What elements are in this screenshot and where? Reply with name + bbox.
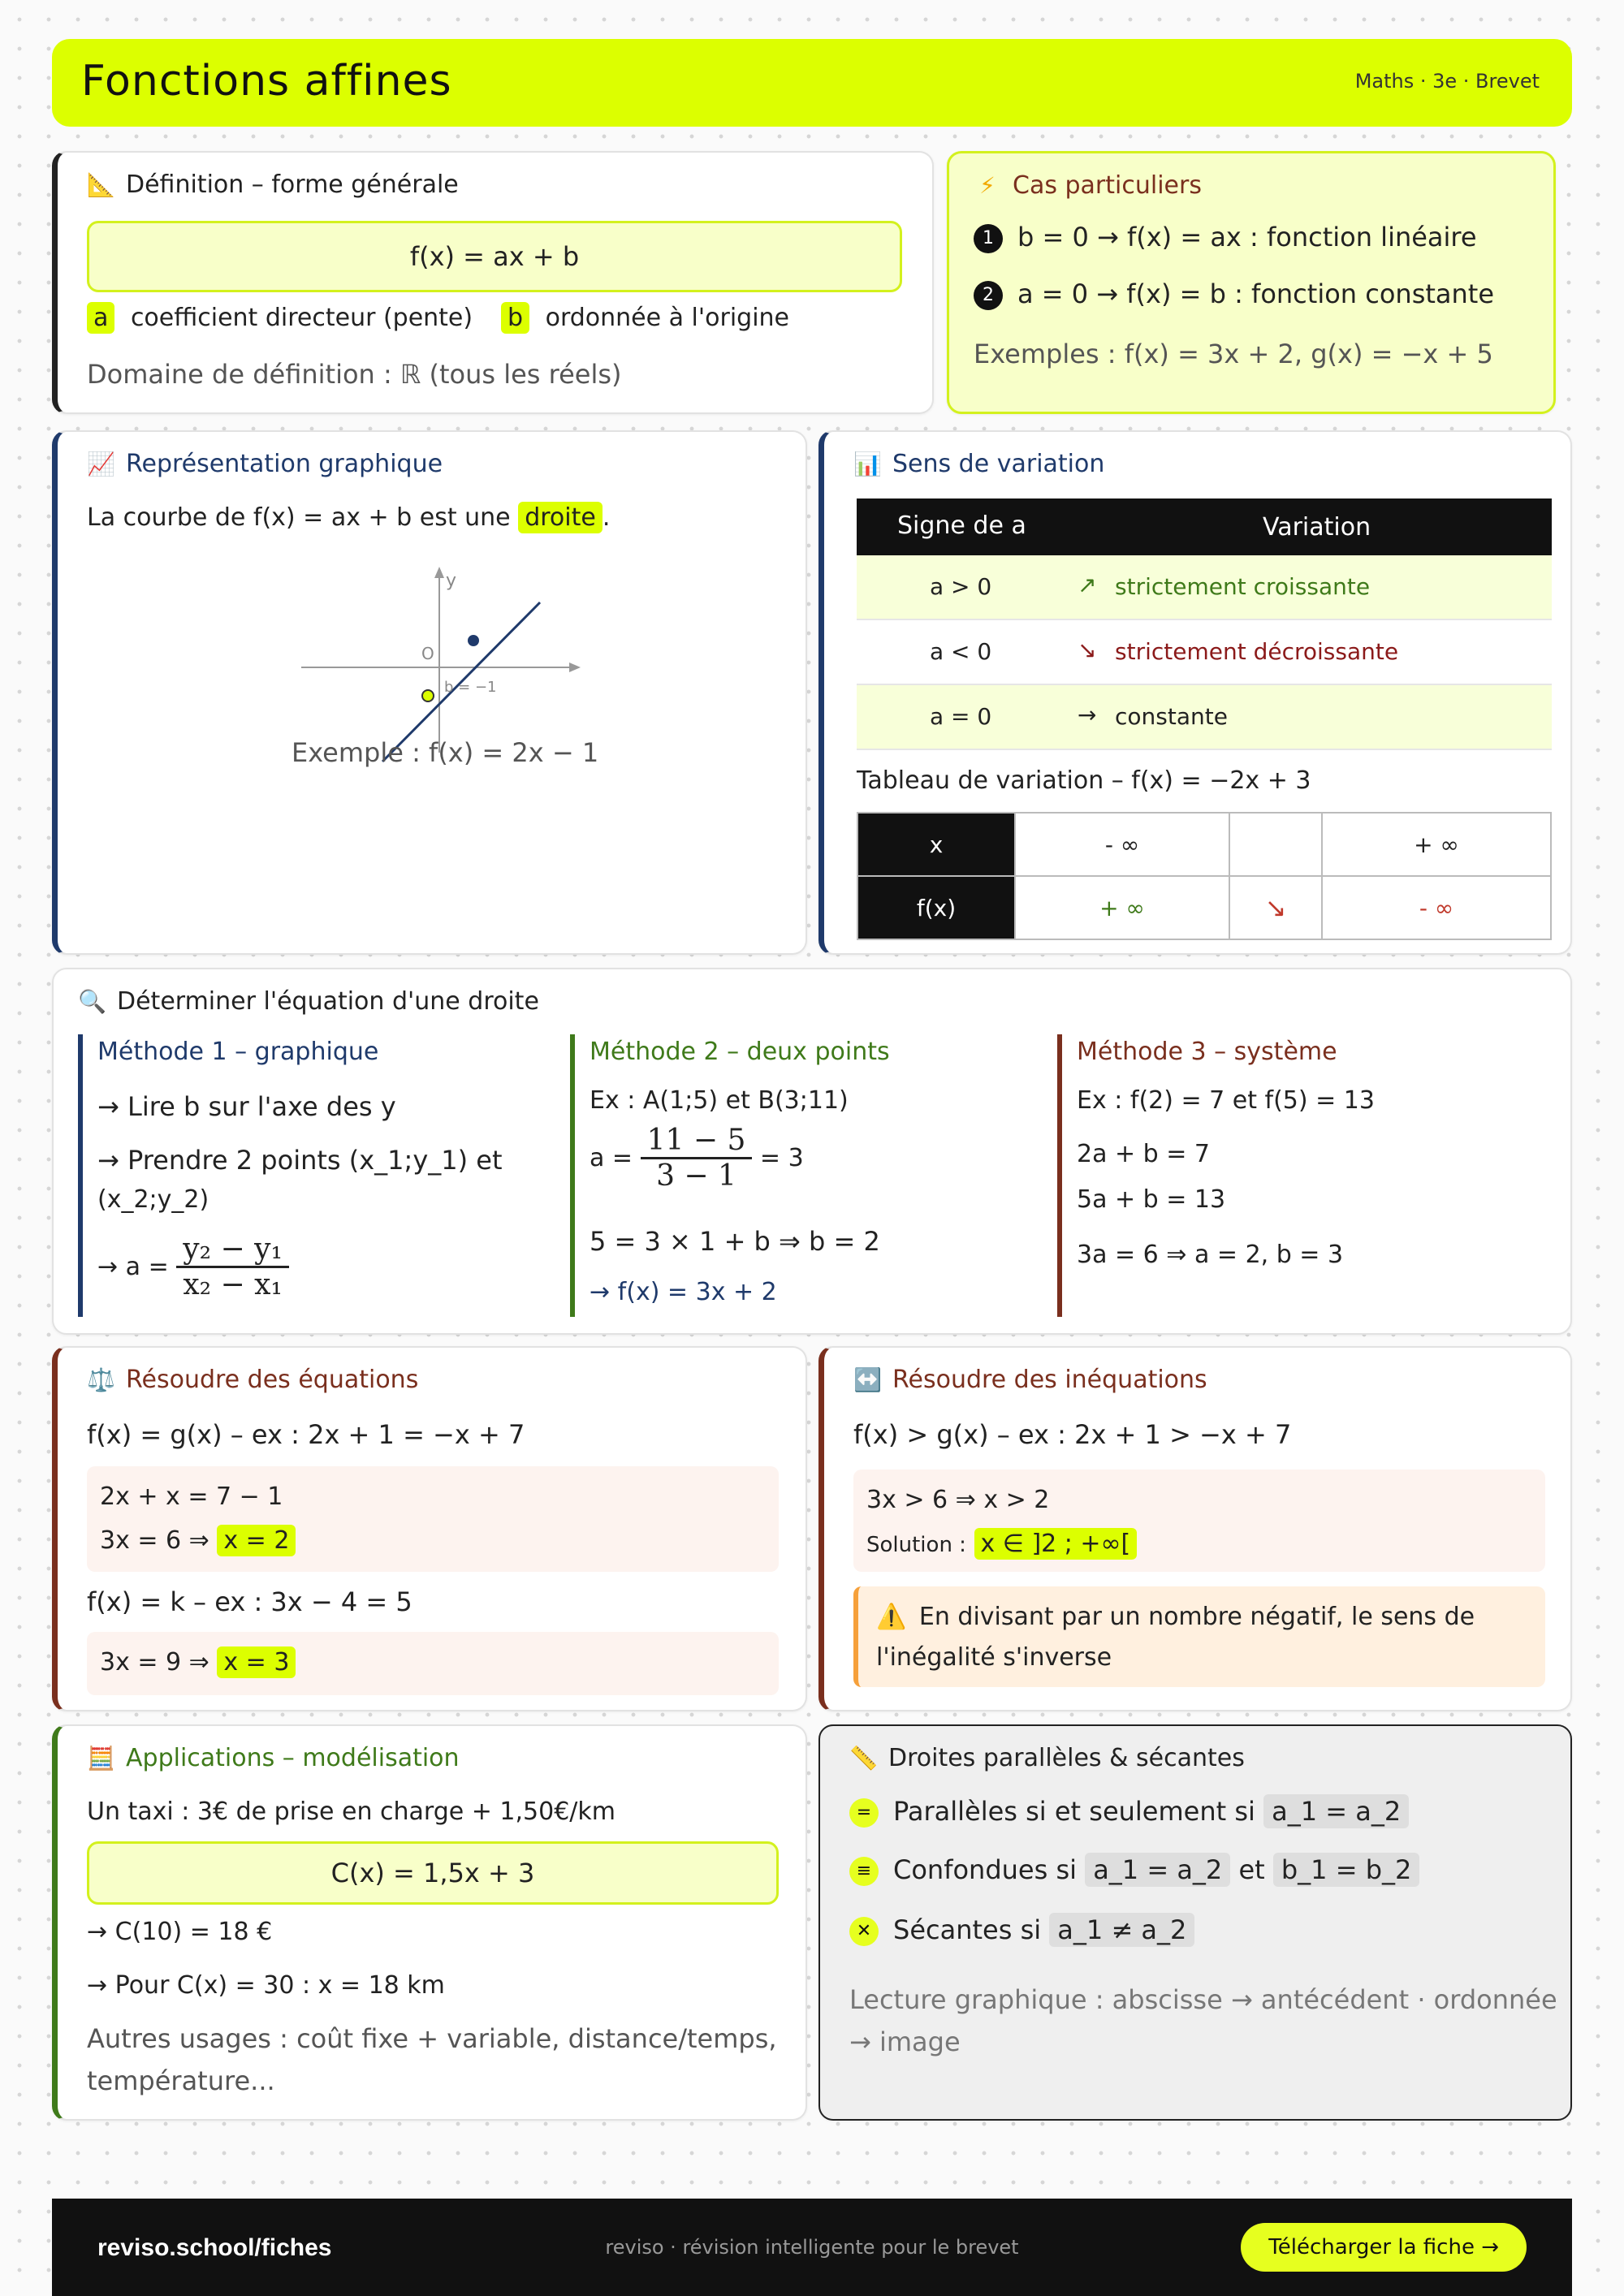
inequation-solution: x ∈ ]2 ; +∞[: [974, 1528, 1138, 1560]
a-label: a: [87, 302, 114, 334]
method-1: Méthode 1 – graphique → Lire b sur l'axe des y → Prendre 2 points (x_1;y_1) et (x_2;y_2) → a = $\frac{\text{y₂ − y₁}}{\text{x₂ − x₁}}$: [78, 1034, 533, 1317]
variation-summary-table: [857, 812, 1552, 940]
inequation-warning: ⚠️ En divisant par un nombre négatif, le sens de l'inégalité s'inverse: [853, 1586, 1545, 1687]
tv-minus-inf: - ∞: [1015, 813, 1229, 876]
special-item-constant: a = 0 → f(x) = b : fonction constante: [1017, 278, 1495, 309]
method-3-title: Méthode 3 – système: [1077, 1038, 1337, 1066]
variation-table: [857, 498, 1552, 750]
variation-table-header: Signe de a Variation: [857, 498, 1552, 555]
solution-x-3: x = 3: [217, 1646, 296, 1678]
lines-title: Droites parallèles & sécantes: [888, 1744, 1245, 1772]
abacus-icon: 🧮: [87, 1745, 115, 1772]
variation-arrow: ↘: [1078, 637, 1097, 663]
download-button[interactable]: Télécharger la fiche →: [1241, 2223, 1527, 2272]
applications-card: 🧮 Applications – modélisation Un taxi : 3€ de prise en charge + 1,50€/km C(x) = 1,5x + 3 → C(10) = 18 € → Pour C(x) = 30 : x = 18 km Autres usages : coût fixe + variable, distance/temps, température...: [52, 1724, 807, 2121]
variation-card: [818, 430, 1572, 955]
method-1-title: Méthode 1 – graphique: [97, 1038, 379, 1066]
page-header: [52, 39, 1572, 127]
variation-arrow: →: [1078, 701, 1097, 728]
method-2-title: Méthode 2 – deux points: [590, 1038, 890, 1066]
tv-f-start: + ∞: [1015, 876, 1229, 939]
origin-label: O: [421, 644, 434, 663]
b-description: ordonnée à l'origine: [545, 304, 790, 332]
special-title: Cas particuliers: [1013, 171, 1202, 200]
taxi-formula: C(x) = 1,5x + 3: [87, 1841, 779, 1905]
variation-rows: [857, 555, 1552, 750]
y-axis-arrow: [434, 567, 444, 578]
variation-arrow: ↗: [1078, 572, 1097, 598]
footer-brand-link[interactable]: reviso.school/fiches: [97, 2234, 332, 2261]
graph-card: 📈 Représentation graphique La courbe de f(x) = ax + b est une droite . y O b = −1 Exemple : f(x) = 2x − 1: [52, 430, 807, 955]
x-axis-arrow: [569, 662, 581, 672]
graph-intro-highlight: droite: [518, 502, 603, 533]
bar-chart-icon: 📊: [853, 451, 882, 477]
page-footer: [52, 2199, 1572, 2296]
tv-x-header: x: [857, 813, 1015, 876]
method-2: Méthode 2 – deux points Ex : A(1;5) et B(3;11) a = $\frac{11 - 5}{3 - 1}$ = 3 5 = 3 × 1 + b ⇒ b = 2 → f(x) = 3x + 2: [570, 1034, 1025, 1317]
special-examples: Exemples : f(x) = 3x + 2, g(x) = −x + 5: [974, 339, 1493, 369]
variation-table-title: Tableau de variation – f(x) = −2x + 3: [857, 766, 1311, 795]
parallel-condition: a_1 = a_2: [1263, 1794, 1409, 1828]
tv-decreasing-arrow: ↘: [1229, 876, 1322, 939]
intercept-label: b = −1: [444, 679, 497, 696]
tv-f-end: - ∞: [1322, 876, 1551, 939]
y-axis-label: y: [446, 571, 457, 591]
variation-title: Sens de variation: [892, 450, 1105, 478]
variation-row: [857, 555, 1552, 620]
graph-intro: La courbe de f(x) = ax + b est une: [87, 503, 511, 532]
inequations-title: Résoudre des inéquations: [892, 1366, 1207, 1394]
applications-title: Applications – modélisation: [126, 1744, 460, 1772]
equations-title: Résoudre des équations: [126, 1366, 419, 1394]
ruler-icon: 📏: [849, 1745, 878, 1772]
graph-example: Exemple : f(x) = 2x − 1: [292, 737, 599, 768]
number-badge-2: 2: [974, 281, 1003, 310]
special-cases-card: [947, 151, 1556, 414]
coincident-badge: ≡: [849, 1857, 879, 1886]
line-equation-title: Déterminer l'équation d'une droite: [117, 987, 539, 1016]
graph-illustration: [285, 554, 626, 765]
page-meta: Maths · 3e · Brevet: [1354, 70, 1540, 93]
tv-fx-header: f(x): [857, 876, 1015, 939]
line-equation-card: [52, 968, 1572, 1335]
page-title: Fonctions affines: [81, 57, 452, 106]
definition-title: Définition – forme générale: [126, 170, 459, 199]
slope-fraction: $\frac{\text{y₂ − y₁}}{\text{x₂ − x₁}}$: [176, 1232, 289, 1301]
coincident-condition-b: b_1 = b_2: [1273, 1853, 1420, 1887]
inequations-card: ↔️ Résoudre des inéquations f(x) > g(x) – ex : 2x + 1 > −x + 7 3x > 6 ⇒ x > 2 Solution : x ∈ ]2 ; +∞[ ⚠️ En divisant par un nombre négatif, le sens de l'inégalité s'inverse: [818, 1346, 1572, 1711]
secant-badge: ✕: [849, 1917, 879, 1946]
definition-domain: Domaine de définition : ℝ (tous les réels): [87, 359, 622, 390]
solution-x-2: x = 2: [217, 1525, 296, 1556]
footer-tagline: reviso · révision intelligente pour le brevet: [605, 2236, 1019, 2259]
b-label: b: [501, 302, 529, 334]
warning-icon: ⚠️: [876, 1603, 907, 1631]
intercept-point: [422, 690, 434, 701]
variation-text: constante: [1115, 703, 1228, 730]
equations-card: ⚖️ Résoudre des équations f(x) = g(x) – ex : 2x + 1 = −x + 7 2x + x = 7 − 1 3x = 6 ⇒ x = 2 f(x) = k – ex : 3x − 4 = 5 3x = 9 ⇒ x = 3: [52, 1346, 807, 1711]
variation-text: strictement croissante: [1115, 573, 1371, 600]
variation-row: [857, 685, 1552, 750]
equations-steps-1: 2x + x = 7 − 1 3x = 6 ⇒ x = 2: [87, 1466, 779, 1572]
ruler-triangle-icon: 📐: [87, 171, 115, 198]
variation-sign: a = 0: [930, 703, 992, 730]
definition-card: [52, 151, 934, 414]
secant-condition: a_1 ≠ a_2: [1049, 1913, 1194, 1947]
special-item-linear: b = 0 → f(x) = ax : fonction linéaire: [1017, 222, 1477, 252]
graph-title: Représentation graphique: [126, 450, 443, 478]
slope-example-fraction: $\frac{11 - 5}{3 - 1}$: [641, 1124, 753, 1193]
lightning-icon: ⚡: [979, 172, 996, 199]
variation-text: strictement décroissante: [1115, 638, 1399, 665]
inequations-steps: 3x > 6 ⇒ x > 2 Solution : x ∈ ]2 ; +∞[: [853, 1470, 1545, 1572]
coincident-condition-a: a_1 = a_2: [1085, 1853, 1230, 1887]
equations-steps-2: 3x = 9 ⇒ x = 3: [87, 1632, 779, 1695]
lines-card: 📏 Droites parallèles & sécantes = Parallèles si et seulement si a_1 = a_2 ≡ Confondues si a_1 = a_2 et b_1 = b_2 ✕ Sécantes si a_1 ≠ a_2 Lecture graphique : abscisse → antécédent · ordonnée → image: [818, 1724, 1572, 2121]
number-badge-1: 1: [974, 224, 1003, 253]
magnifier-icon: 🔍: [78, 988, 106, 1015]
left-right-arrow-icon: ↔️: [853, 1366, 882, 1393]
sample-point: [468, 635, 479, 646]
chart-line-icon: 📈: [87, 451, 115, 477]
method-3: Méthode 3 – système Ex : f(2) = 7 et f(5) = 13 2a + b = 7 5a + b = 13 3a = 6 ⇒ a = 2, b = 3: [1057, 1034, 1512, 1317]
a-description: coefficient directeur (pente): [130, 304, 473, 332]
parallel-badge: =: [849, 1798, 879, 1828]
balance-scale-icon: ⚖️: [87, 1366, 115, 1393]
variation-row: [857, 620, 1552, 685]
definition-formula: f(x) = ax + b: [87, 221, 902, 292]
tv-plus-inf: + ∞: [1322, 813, 1551, 876]
variation-sign: a < 0: [930, 638, 992, 665]
variation-sign: a > 0: [930, 573, 992, 600]
